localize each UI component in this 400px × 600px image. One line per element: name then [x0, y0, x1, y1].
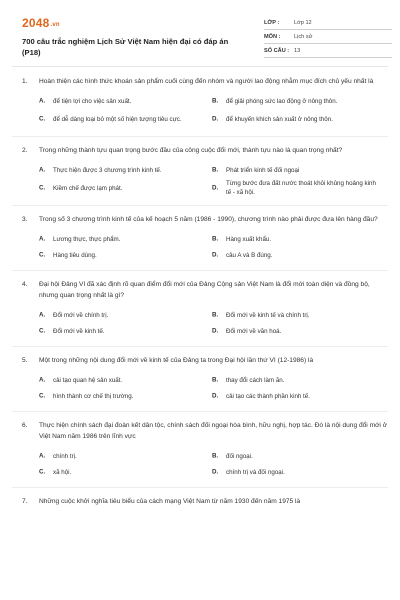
answer-option[interactable]: [212, 178, 385, 198]
answer-option[interactable]: [212, 247, 385, 263]
option-text: xã hội.: [53, 468, 72, 476]
option-text: Từng bước đưa đất nước thoát khỏi khủng hoảng kinh tế - xã hội.: [226, 180, 376, 196]
question-list: [12, 76, 388, 507]
answer-option[interactable]: [212, 464, 385, 480]
option-letter: B.: [212, 235, 219, 243]
document-header: [12, 12, 388, 64]
option-text: cải tạo quan hệ sản xuất.: [53, 376, 123, 384]
option-text: Thực hiện được 3 chương trình kinh tế.: [53, 166, 162, 174]
meta-row-subject: [264, 30, 392, 44]
answer-option[interactable]: [39, 247, 212, 263]
question-item: [12, 355, 388, 404]
option-letter: B.: [212, 311, 219, 319]
option-text: Lương thực, thực phẩm.: [53, 235, 121, 243]
meta-key: MÔN :: [264, 33, 281, 40]
question-number: 6.: [22, 422, 28, 429]
question-number: 7.: [22, 498, 28, 505]
option-letter: A.: [39, 311, 46, 319]
option-letter: C.: [39, 327, 46, 335]
answer-option[interactable]: [39, 178, 212, 198]
meta-key: SỐ CÂU :: [264, 47, 290, 54]
answer-option[interactable]: [39, 162, 212, 178]
answer-option[interactable]: [212, 307, 385, 323]
question-number: 5.: [22, 357, 28, 364]
answer-option[interactable]: [39, 464, 212, 480]
answer-option[interactable]: [39, 372, 212, 388]
option-letter: D.: [212, 251, 219, 259]
answer-option[interactable]: [39, 93, 212, 109]
option-letter: B.: [212, 166, 219, 174]
question-divider: [12, 487, 388, 488]
question-text: 7. Những cuộc khởi nghĩa tiêu biểu của cách mạng Việt Nam từ năm 1930 đến năm 1975 là: [22, 498, 301, 505]
option-text: chính trị.: [53, 452, 77, 460]
question-text: 6. Thực hiện chính sách đại đoàn kết dân tộc, chính sách đối ngoại hòa bình, hữu nghị, hợp tác. Đó là nội dung đổi mới ở Việt Nam năm 1986 trên lĩnh vực: [22, 422, 388, 440]
question-item: [12, 496, 388, 507]
meta-key: LỚP :: [264, 19, 280, 26]
option-letter: A.: [39, 166, 46, 174]
meta-row-class: [264, 16, 392, 30]
option-text: Kiềm chế được lạm phát.: [53, 184, 123, 192]
option-text: Đổi mới về chính trị.: [53, 311, 109, 319]
option-text: Hàng xuất khẩu.: [226, 235, 272, 243]
option-text: câu A và B đúng.: [226, 251, 273, 259]
answer-options: [39, 162, 388, 198]
option-text: Đổi mới về văn hoá.: [226, 327, 282, 335]
option-letter: B.: [212, 376, 219, 384]
answer-option[interactable]: [39, 109, 212, 129]
option-text: để tiện lợi cho việc sản xuất.: [53, 97, 132, 105]
answer-option[interactable]: [212, 388, 385, 404]
answer-option[interactable]: [39, 388, 212, 404]
question-number: 2.: [22, 147, 28, 154]
option-text: chính trị và đối ngoại.: [226, 468, 285, 476]
question-number: 4.: [22, 281, 28, 288]
question-text: 1. Hoàn thiện các hình thức khoán sản phẩm cuối cùng đến nhóm và người lao động nhằm mục đích chủ yếu nhất là: [22, 78, 374, 85]
option-letter: C.: [39, 251, 46, 259]
site-logo[interactable]: 2048.vn: [22, 16, 60, 30]
answer-option[interactable]: [212, 231, 385, 247]
question-item: [12, 76, 388, 129]
answer-option[interactable]: [39, 231, 212, 247]
option-letter: B.: [212, 452, 219, 460]
question-divider: [12, 136, 388, 137]
header-divider: [12, 66, 388, 67]
option-text: để khuyến khích sản xuất ở nông thôn.: [226, 115, 333, 123]
answer-options: [39, 448, 388, 480]
answer-option[interactable]: [212, 162, 385, 178]
answer-options: [39, 372, 388, 404]
question-divider: [12, 346, 388, 347]
question-divider: [12, 205, 388, 206]
answer-option[interactable]: [212, 93, 385, 109]
option-letter: A.: [39, 235, 46, 243]
question-number: 1.: [22, 78, 28, 85]
option-letter: C.: [39, 392, 46, 400]
answer-option[interactable]: [212, 448, 385, 464]
option-letter: C.: [39, 468, 46, 476]
meta-value: 13: [294, 47, 301, 54]
option-text: Đổi mới về kinh tế và chính trị.: [226, 311, 310, 319]
question-item: [12, 145, 388, 198]
answer-option[interactable]: [39, 323, 212, 339]
question-text: 5. Một trong những nội dung đổi mới về kinh tế của Đảng ta trong Đại hội lần thứ VI (12-1986) là: [22, 357, 314, 364]
option-letter: A.: [39, 376, 46, 384]
answer-options: [39, 231, 388, 263]
meta-value: Lịch sử: [294, 33, 313, 40]
option-letter: B.: [212, 97, 219, 105]
option-letter: D.: [212, 115, 219, 123]
option-text: hình thành cơ chế thị trường.: [53, 392, 134, 400]
meta-table: [264, 16, 392, 58]
meta-row-count: [264, 44, 392, 58]
question-divider: [12, 270, 388, 271]
answer-option[interactable]: [39, 448, 212, 464]
question-text: 4. Đại hội Đảng VI đã xác định rõ quan điểm đổi mới của Đảng Cộng sản Việt Nam là đổi mới toàn diện và đồng bộ, nhưng quan trọng nhất là gì?: [22, 281, 370, 299]
option-letter: C.: [39, 184, 46, 192]
option-text: để dễ dàng loại bỏ một số hiện tượng tiêu cực.: [53, 115, 182, 123]
option-text: thay đổi cách làm ăn.: [226, 376, 285, 384]
option-letter: D.: [212, 327, 219, 335]
option-text: để giải phóng sức lao động ở nông thôn.: [226, 97, 338, 105]
answer-option[interactable]: [212, 372, 385, 388]
option-letter: A.: [39, 452, 46, 460]
option-letter: D.: [212, 184, 219, 192]
answer-options: [39, 93, 388, 129]
answer-option[interactable]: [212, 323, 385, 339]
question-item: [12, 420, 388, 480]
option-letter: D.: [212, 468, 219, 476]
option-text: Đổi mới về kinh tế.: [53, 327, 105, 335]
option-text: đối ngoại.: [226, 452, 253, 460]
option-text: Hàng tiêu dùng.: [53, 251, 97, 259]
option-text: Phát triển kinh tế đối ngoại: [226, 166, 300, 174]
meta-value: Lớp 12: [294, 19, 312, 26]
answer-option[interactable]: [212, 109, 385, 129]
question-number: 3.: [22, 216, 28, 223]
question-item: [12, 279, 388, 339]
option-letter: A.: [39, 97, 46, 105]
question-item: [12, 214, 388, 263]
question-text: 2. Trong những thành tựu quan trọng bước đầu của công cuộc đổi mới, thành tựu nào là quan trọng nhất?: [22, 147, 343, 154]
answer-options: [39, 307, 388, 339]
option-letter: D.: [212, 392, 219, 400]
answer-option[interactable]: [39, 307, 212, 323]
question-text: 3. Trong số 3 chương trình kinh tế của kế hoạch 5 năm (1986 - 1990), chương trình nào phải được đưa lên hàng đầu?: [22, 216, 378, 223]
question-divider: [12, 411, 388, 412]
option-text: cải tạo các thành phần kinh tế.: [226, 392, 310, 400]
document-title: 700 câu trắc nghiệm Lịch Sử Việt Nam hiện đại có đáp án (P18): [22, 37, 229, 57]
option-letter: C.: [39, 115, 46, 123]
